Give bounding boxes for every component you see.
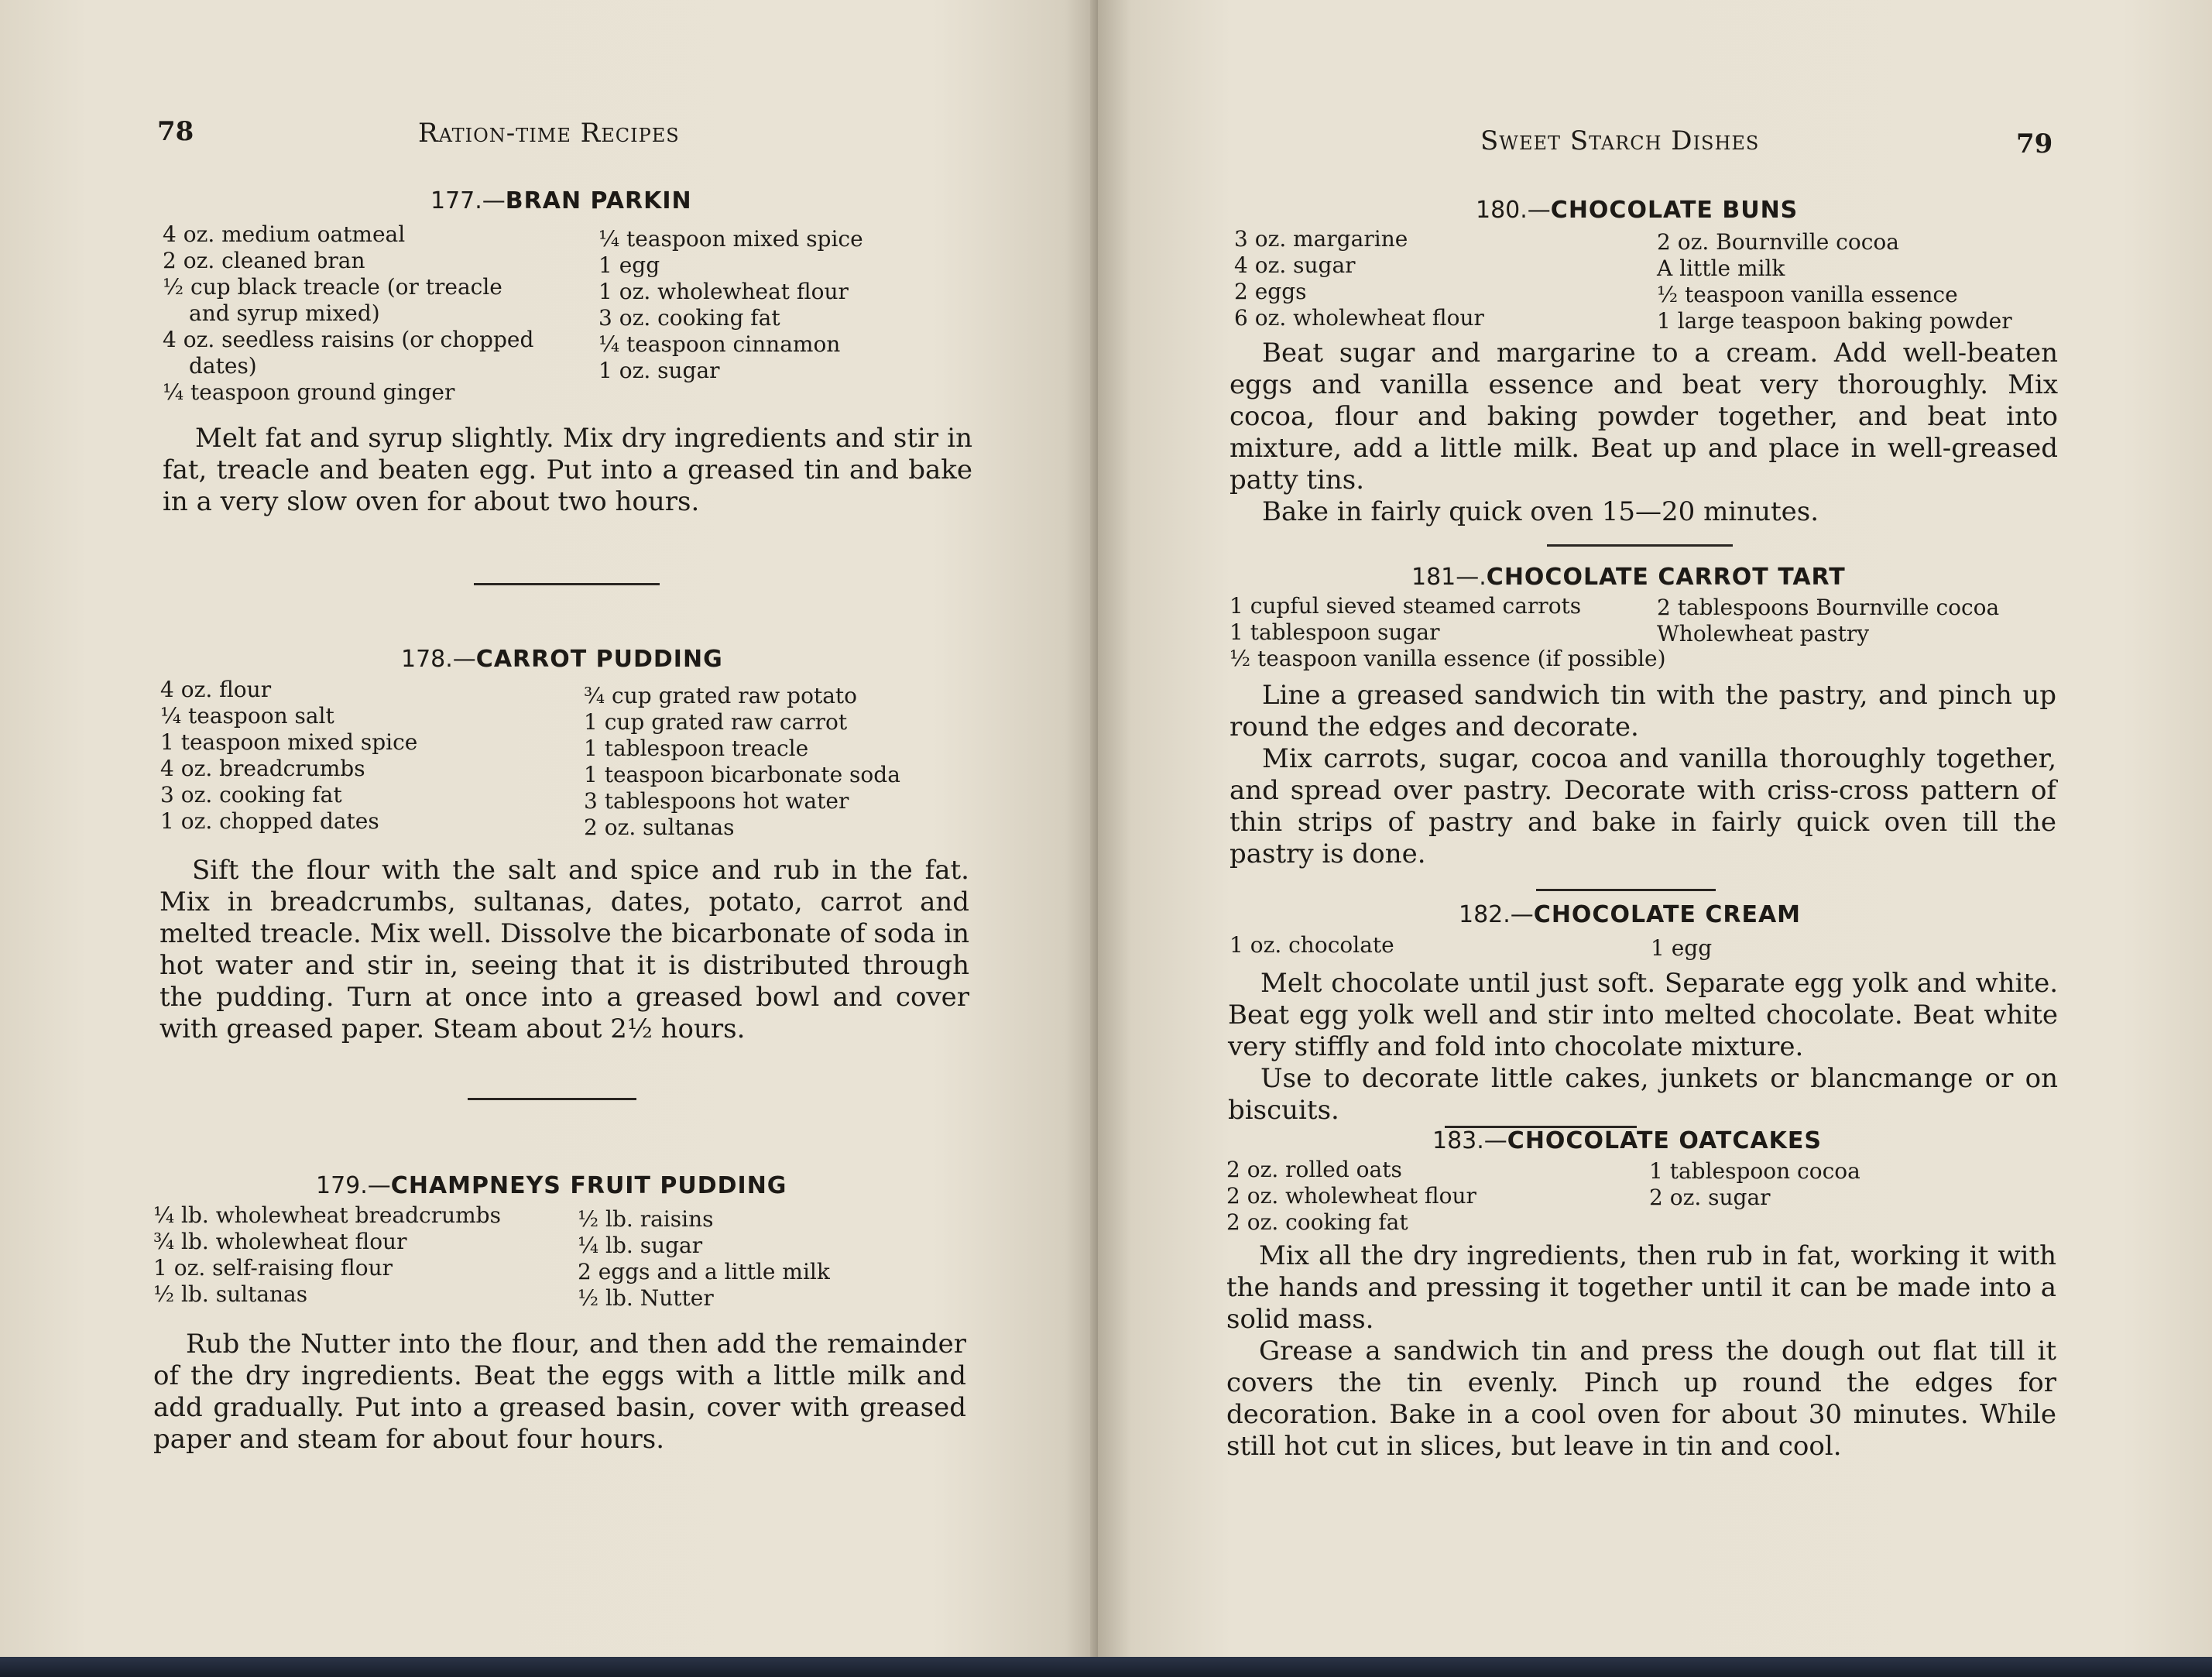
- recipe-title: [1432, 1127, 1822, 1154]
- ingredient: 1 oz. chocolate: [1229, 932, 1394, 958]
- recipe-number: 179.—: [316, 1172, 391, 1199]
- ingredient: 2 oz. cleaned bran: [163, 248, 365, 273]
- ingredient: ½ cup black treacle (or treacle: [163, 274, 502, 300]
- recipe-number: 182.—: [1459, 901, 1534, 928]
- recipe-title: [1459, 901, 1801, 928]
- divider: [1536, 889, 1716, 891]
- ingredient: 1 tablespoon treacle: [584, 736, 809, 761]
- recipe-number: 181—.: [1411, 564, 1487, 591]
- ingredients-right: [1657, 229, 2012, 334]
- method-paragraph: Use to decorate little cakes, junkets or blancmange or on biscuits.: [1228, 1063, 2058, 1126]
- ingredients-left: [1226, 1157, 1476, 1236]
- method-paragraph: Sift the flour with the salt and spice and rub in the fat. Mix in breadcrumbs, sultanas, dates, potato, carrot and melted treacle. Mix well. Dissolve the bicarbonate of soda in hot water and stir in, seeing that it is distributed through the pudding. Turn at once into a greased bowl and cover with greased paper. Steam about 2½ hours.: [159, 855, 969, 1044]
- ingredient: ½ teaspoon vanilla essence: [1657, 282, 1958, 307]
- ingredient: 2 oz. Bournville cocoa: [1657, 229, 1899, 255]
- ingredient: 1 tablespoon sugar: [1229, 619, 1440, 645]
- ingredient: ½ lb. sultanas: [153, 1281, 308, 1307]
- ingredient: Wholewheat pastry: [1657, 621, 1870, 646]
- ingredient: 2 eggs: [1234, 279, 1307, 304]
- ingredients-left: [1234, 226, 1484, 331]
- recipe-method: [1228, 968, 2058, 1127]
- ingredient: ¾ cup grated raw potato: [584, 683, 858, 708]
- ingredient: ¼ teaspoon ground ginger: [163, 379, 455, 405]
- ingredient: 1 oz. wholewheat flour: [598, 279, 849, 304]
- recipe-method: [153, 1329, 966, 1456]
- recipe-title: [401, 646, 723, 673]
- divider: [468, 1098, 636, 1100]
- ingredients-left: [160, 677, 417, 835]
- ingredient: 2 oz. sugar: [1649, 1185, 1771, 1210]
- ingredient: 1 tablespoon cocoa: [1649, 1158, 1860, 1184]
- ingredient: dates): [189, 353, 257, 379]
- ingredient: 2 oz. rolled oats: [1226, 1157, 1402, 1182]
- ingredient: 1 large teaspoon baking powder: [1657, 308, 2012, 334]
- ingredient: ¼ teaspoon cinnamon: [598, 331, 841, 357]
- running-head: Ration-time Recipes: [418, 118, 680, 149]
- ingredient: 2 oz. wholewheat flour: [1226, 1183, 1476, 1209]
- recipe-number: 178.—: [401, 646, 476, 673]
- recipe-title: [1476, 197, 1798, 224]
- ingredient: ½ lb. raisins: [578, 1206, 714, 1232]
- ingredient: ¼ lb. sugar: [578, 1233, 703, 1258]
- ingredients-left: [163, 221, 533, 406]
- recipe-method: [1229, 338, 2058, 528]
- recipe-number: 177.—: [430, 187, 506, 214]
- method-paragraph: Mix carrots, sugar, cocoa and vanilla thoroughly together, and spread over pastry. Decorate with criss-cross pattern of thin strips of pastry and bake in fairly quick oven till the pastry is done.: [1229, 743, 2056, 869]
- ingredient: 1 cup grated raw carrot: [584, 709, 848, 735]
- right-page: [1098, 0, 2212, 1657]
- book-cover-edge: [0, 1657, 2212, 1677]
- recipe-method: [159, 855, 969, 1045]
- recipe-method: [1229, 680, 2056, 870]
- method-paragraph: Mix all the dry ingredients, then rub in fat, working it with the hands and pressing it together until it can be made into a solid mass.: [1226, 1240, 2056, 1335]
- left-page: [0, 0, 1098, 1657]
- running-head: Sweet Starch Dishes: [1480, 125, 1760, 156]
- ingredient: 2 tablespoons Bournville cocoa: [1657, 595, 2000, 620]
- ingredient: 2 eggs and a little milk: [578, 1259, 830, 1284]
- ingredient: 3 oz. cooking fat: [598, 305, 780, 331]
- method-paragraph: Melt fat and syrup slightly. Mix dry ingredients and stir in fat, treacle and beaten egg. Put into a greased tin and bake in a very slow oven for about two hours.: [163, 423, 972, 517]
- recipe-name: BRAN PARKIN: [505, 187, 692, 214]
- recipe-name: CHOCOLATE BUNS: [1550, 197, 1799, 224]
- ingredient: and syrup mixed): [189, 300, 380, 326]
- ingredient: 3 oz. margarine: [1234, 226, 1408, 252]
- recipe-name: CHOCOLATE OATCAKES: [1507, 1127, 1822, 1154]
- method-paragraph: Beat sugar and margarine to a cream. Add well-beaten eggs and vanilla essence and beat very thoroughly. Mix cocoa, flour and baking powder together, and beat into mixture, add a little milk. Beat up and place in well-greased patty tins.: [1229, 338, 2058, 496]
- ingredient: 4 oz. sugar: [1234, 252, 1356, 278]
- ingredients-left: [153, 1202, 501, 1308]
- recipe-title: [1411, 564, 1846, 591]
- ingredient: 3 oz. cooking fat: [160, 782, 342, 808]
- ingredient: 1 oz. chopped dates: [160, 808, 379, 834]
- ingredient: 1 oz. sugar: [598, 358, 720, 383]
- ingredient: 1 teaspoon mixed spice: [160, 729, 418, 755]
- ingredients-right: [578, 1206, 830, 1312]
- ingredients-right: [584, 683, 900, 841]
- ingredient: 1 egg: [1651, 935, 1713, 961]
- ingredient: 4 oz. breadcrumbs: [160, 756, 365, 781]
- recipe-number: 180.—: [1476, 197, 1551, 224]
- ingredient: 1 teaspoon bicarbonate soda: [584, 762, 900, 787]
- ingredients-right: [1657, 595, 1999, 647]
- ingredient: ¼ teaspoon salt: [160, 703, 334, 729]
- ingredient: 3 tablespoons hot water: [584, 788, 849, 814]
- method-paragraph: Grease a sandwich tin and press the dough out flat till it covers the tin evenly. Pinch up round the edges for decoration. Bake in a cool oven for about 30 minutes. While still hot cut in slices, but leave in tin and cool.: [1226, 1336, 2056, 1462]
- ingredient: 2 oz. sultanas: [584, 814, 735, 840]
- ingredient: 4 oz. medium oatmeal: [163, 221, 406, 247]
- recipe-title: [430, 187, 692, 214]
- page-number: 78: [157, 116, 194, 147]
- ingredient: ¾ lb. wholewheat flour: [153, 1229, 407, 1254]
- ingredients-right: [598, 226, 863, 384]
- method-paragraph: Line a greased sandwich tin with the pastry, and pinch up round the edges and decorate.: [1229, 680, 2056, 742]
- ingredient: 1 egg: [598, 252, 660, 278]
- divider: [1547, 544, 1733, 547]
- ingredient: ¼ lb. wholewheat breadcrumbs: [153, 1202, 501, 1228]
- recipe-title: [316, 1172, 787, 1199]
- recipe-name: CHOCOLATE CARROT TART: [1486, 564, 1846, 591]
- ingredient: 4 oz. flour: [160, 677, 272, 702]
- ingredient: 1 cupful sieved steamed carrots: [1229, 593, 1582, 619]
- method-paragraph: Melt chocolate until just soft. Separate egg yolk and white. Beat egg yolk well and stir into melted chocolate. Beat white very stiffly and fold into chocolate mixture.: [1228, 968, 2058, 1062]
- page-number: 79: [2016, 129, 2053, 159]
- method-paragraph: Bake in fairly quick oven 15—20 minutes.: [1262, 496, 1819, 527]
- recipe-name: CHOCOLATE CREAM: [1533, 901, 1802, 928]
- ingredient: 1 oz. self-raising flour: [153, 1255, 393, 1281]
- recipe-name: CHAMPNEYS FRUIT PUDDING: [390, 1172, 787, 1199]
- ingredient: A little milk: [1657, 255, 1785, 281]
- ingredients-right: [1651, 935, 1712, 962]
- recipe-method: [163, 423, 972, 518]
- ingredients-right: [1649, 1158, 1860, 1211]
- ingredient: ½ teaspoon vanilla essence (if possible): [1229, 646, 1666, 671]
- ingredient: 2 oz. cooking fat: [1226, 1209, 1408, 1235]
- ingredient: 4 oz. seedless raisins (or chopped: [163, 327, 534, 352]
- divider: [474, 583, 660, 585]
- ingredient: ½ lb. Nutter: [578, 1285, 714, 1311]
- recipe-name: CARROT PUDDING: [475, 646, 723, 673]
- ingredient: 6 oz. wholewheat flour: [1234, 305, 1484, 331]
- ingredient: ¼ teaspoon mixed spice: [598, 226, 863, 252]
- method-paragraph: Rub the Nutter into the flour, and then add the remainder of the dry ingredients. Beat the eggs with a little milk and add gradually. Put into a greased basin, cover with greased paper and steam for about four hours.: [153, 1329, 966, 1455]
- ingredients-left: [1229, 593, 1666, 672]
- recipe-number: 183.—: [1432, 1127, 1507, 1154]
- recipe-method: [1226, 1240, 2056, 1463]
- ingredients-left: [1229, 932, 1394, 959]
